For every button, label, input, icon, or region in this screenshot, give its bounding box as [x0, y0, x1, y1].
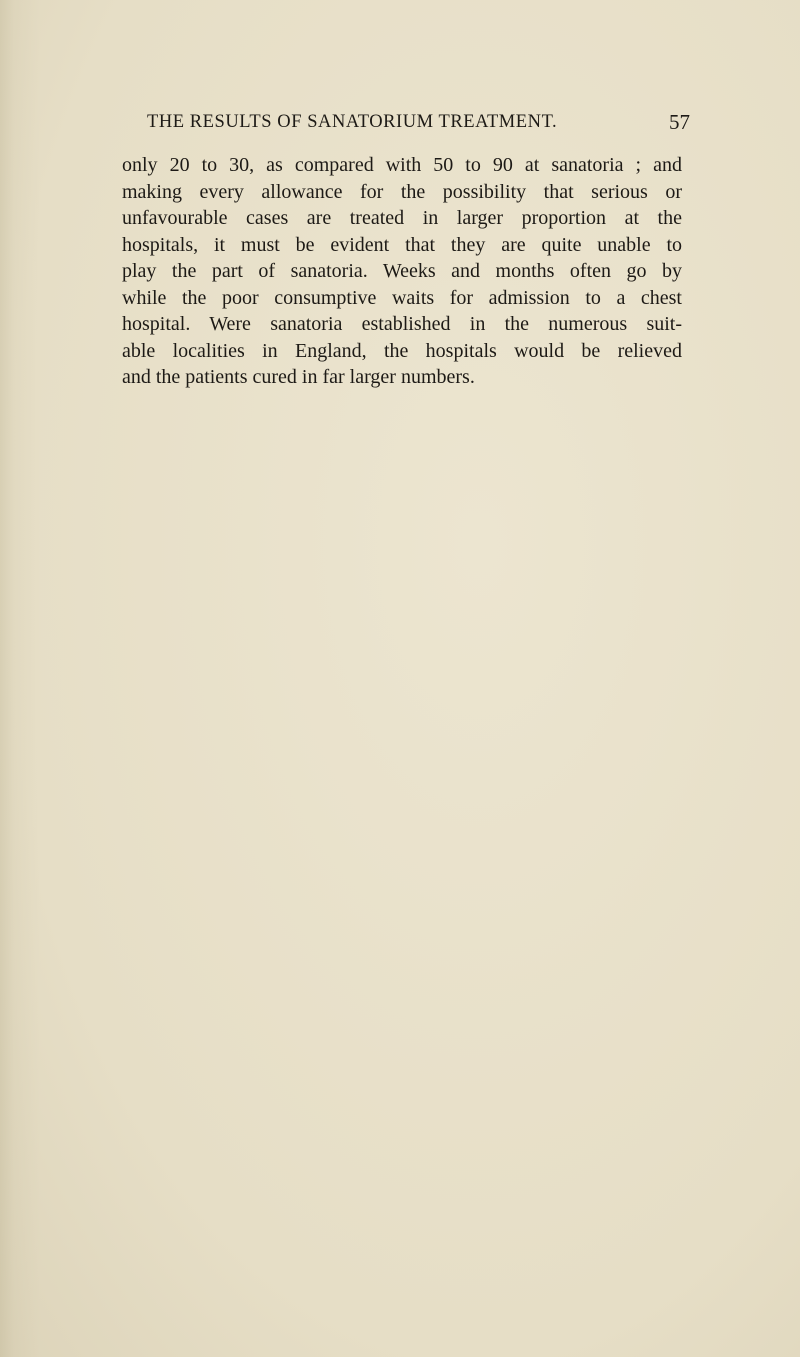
text-line: only 20 to 30, as compared with 50 to 90 at sanatoria ; and: [122, 154, 682, 176]
text-line: making every allowance for the possibility that serious or: [122, 180, 682, 203]
text-line: hospital. Were sanatoria established in the numerous suit-: [122, 313, 682, 335]
text-line: unfavourable cases are treated in larger proportion at the: [122, 207, 682, 229]
page-header: [0, 108, 800, 136]
text-line: hospitals, it must be evident that they are quite unable to: [122, 233, 682, 256]
text-line: while the poor consumptive waits for admission to a chest: [122, 286, 682, 309]
page-number: 57: [669, 110, 690, 134]
running-title: THE RESULTS OF SANATORIUM TREATMENT.: [147, 112, 558, 132]
text-line: able localities in England, the hospitals would be relieved: [122, 339, 682, 362]
text-line: play the part of sanatoria. Weeks and months often go by: [122, 260, 682, 282]
text-line: and the patients cured in far larger numbers.: [122, 366, 475, 388]
body-paragraph: [122, 152, 682, 391]
